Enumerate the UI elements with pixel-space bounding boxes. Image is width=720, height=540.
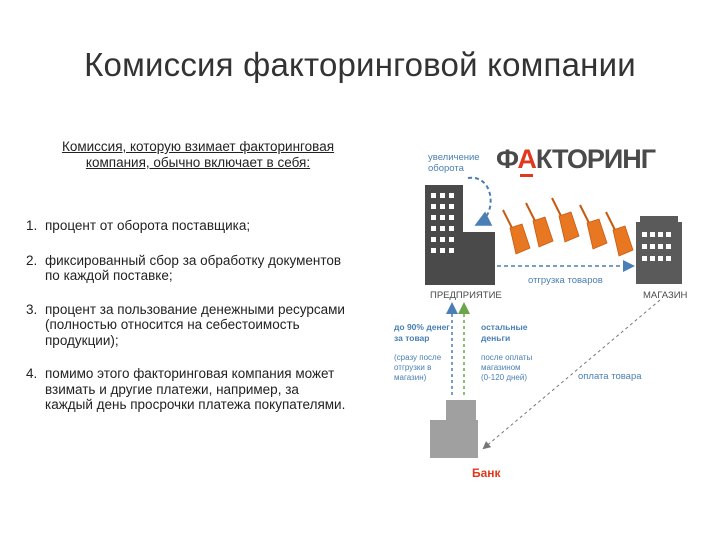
turnover-cycle-arrow	[468, 178, 491, 224]
list-item-text: помимо этого факторинговая компания может взимать и другие платежи, например, за каждый день просрочки платежа покупателями.	[45, 366, 346, 412]
list-item-number: 1.	[26, 218, 38, 233]
store-building-icon	[636, 216, 682, 284]
logo-accent: А	[517, 144, 536, 174]
broom-icon-3	[552, 198, 579, 242]
bank-label: Банк	[472, 466, 501, 480]
enterprise-building-icon	[425, 185, 495, 285]
broom-icon-1	[503, 210, 530, 254]
store-label: МАГАЗИН	[643, 290, 688, 301]
broom-icon-4	[580, 205, 607, 249]
advance-note-2: отгрузки в	[394, 363, 432, 372]
list-item-text: процент от оборота поставщика;	[45, 218, 251, 233]
turnover-label-2: оборота	[428, 163, 464, 174]
advance-note-1: (сразу после	[394, 353, 442, 362]
list-item-number: 3.	[26, 301, 38, 317]
turnover-label-1: увеличение	[428, 152, 480, 163]
advance-label-1: до 90% денег	[394, 322, 450, 332]
intro-text: Комиссия, которую взимает факторинговая компания, обычно включает в себя:	[61, 139, 335, 170]
bank-building-icon	[430, 400, 478, 458]
advance-note-3: магазин)	[394, 373, 427, 382]
list-item-number: 2.	[26, 252, 38, 268]
rest-note-3: (0-120 дней)	[481, 373, 528, 382]
rest-note-1: после оплаты	[481, 353, 533, 362]
svg-text:ФАКТОРИНГ	[496, 144, 656, 174]
list-item-text: процент за пользование денежными ресурсами (полностью относится на себестоимость продукции);	[45, 301, 345, 348]
rest-label-2: деньги	[481, 333, 511, 343]
factoring-logo	[496, 144, 656, 177]
list-item-number: 4.	[26, 366, 38, 381]
advance-label-2: за товар	[394, 333, 430, 343]
broom-icon-5	[606, 212, 633, 256]
logo-suffix: КТОРИНГ	[535, 144, 656, 174]
logo-underline	[520, 174, 533, 177]
payment-label: оплата товара	[578, 371, 642, 382]
list-item-text: фиксированный сбор за обработку документов по каждой поставке;	[45, 252, 342, 283]
logo-prefix: Ф	[496, 144, 518, 174]
broom-icons	[503, 198, 633, 256]
rest-note-2: магазином	[481, 363, 521, 372]
broom-icon-2	[526, 203, 553, 247]
slide-title: Комиссия факторинговой компании	[84, 46, 636, 83]
shipment-label: отгрузка товаров	[528, 275, 603, 286]
enterprise-label: ПРЕДПРИЯТИЕ	[430, 290, 502, 301]
rest-label-1: остальные	[481, 322, 528, 332]
